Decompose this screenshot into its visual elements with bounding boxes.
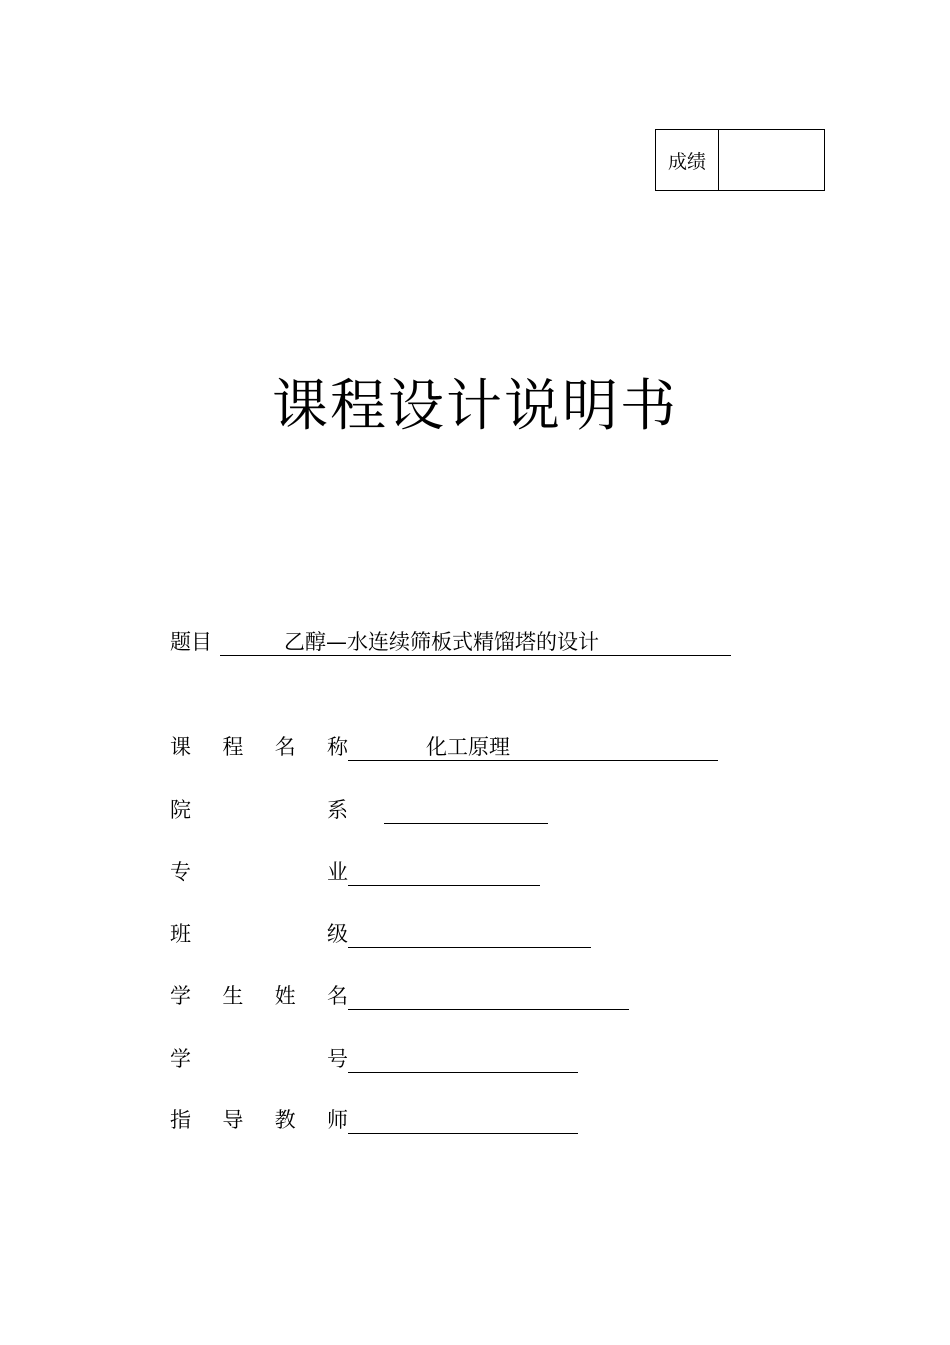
student-id-field[interactable] — [348, 1046, 578, 1073]
department-row — [170, 794, 548, 824]
class-row — [170, 918, 591, 948]
student-name-label: 学 生 姓 名 — [170, 984, 348, 1008]
topic-label: 题目 — [170, 630, 212, 654]
major-label: 专 业 — [170, 860, 348, 884]
department-label: 院 系 — [170, 798, 348, 822]
course-row — [170, 731, 718, 761]
student-id-label: 学 号 — [170, 1047, 348, 1071]
advisor-label: 指 导 教 师 — [170, 1108, 348, 1132]
class-label: 班 级 — [170, 922, 348, 946]
grade-label: 成绩 — [656, 130, 719, 190]
grade-box — [655, 129, 825, 191]
advisor-row — [170, 1104, 578, 1134]
course-field[interactable]: 化工原理 — [348, 734, 718, 761]
major-row — [170, 856, 540, 886]
student-name-row — [170, 980, 629, 1010]
grade-value-cell[interactable] — [719, 130, 824, 190]
student-id-row — [170, 1043, 578, 1073]
major-field[interactable] — [348, 859, 540, 886]
document-title: 课程设计说明书 — [272, 374, 678, 439]
department-field[interactable] — [384, 797, 548, 824]
course-label: 课 程 名 称 — [170, 735, 348, 759]
advisor-field[interactable] — [348, 1107, 578, 1134]
topic-row — [170, 626, 731, 656]
topic-field[interactable]: 乙醇—水连续筛板式精馏塔的设计 — [220, 629, 731, 656]
class-field[interactable] — [348, 921, 591, 948]
student-name-field[interactable] — [348, 983, 629, 1010]
